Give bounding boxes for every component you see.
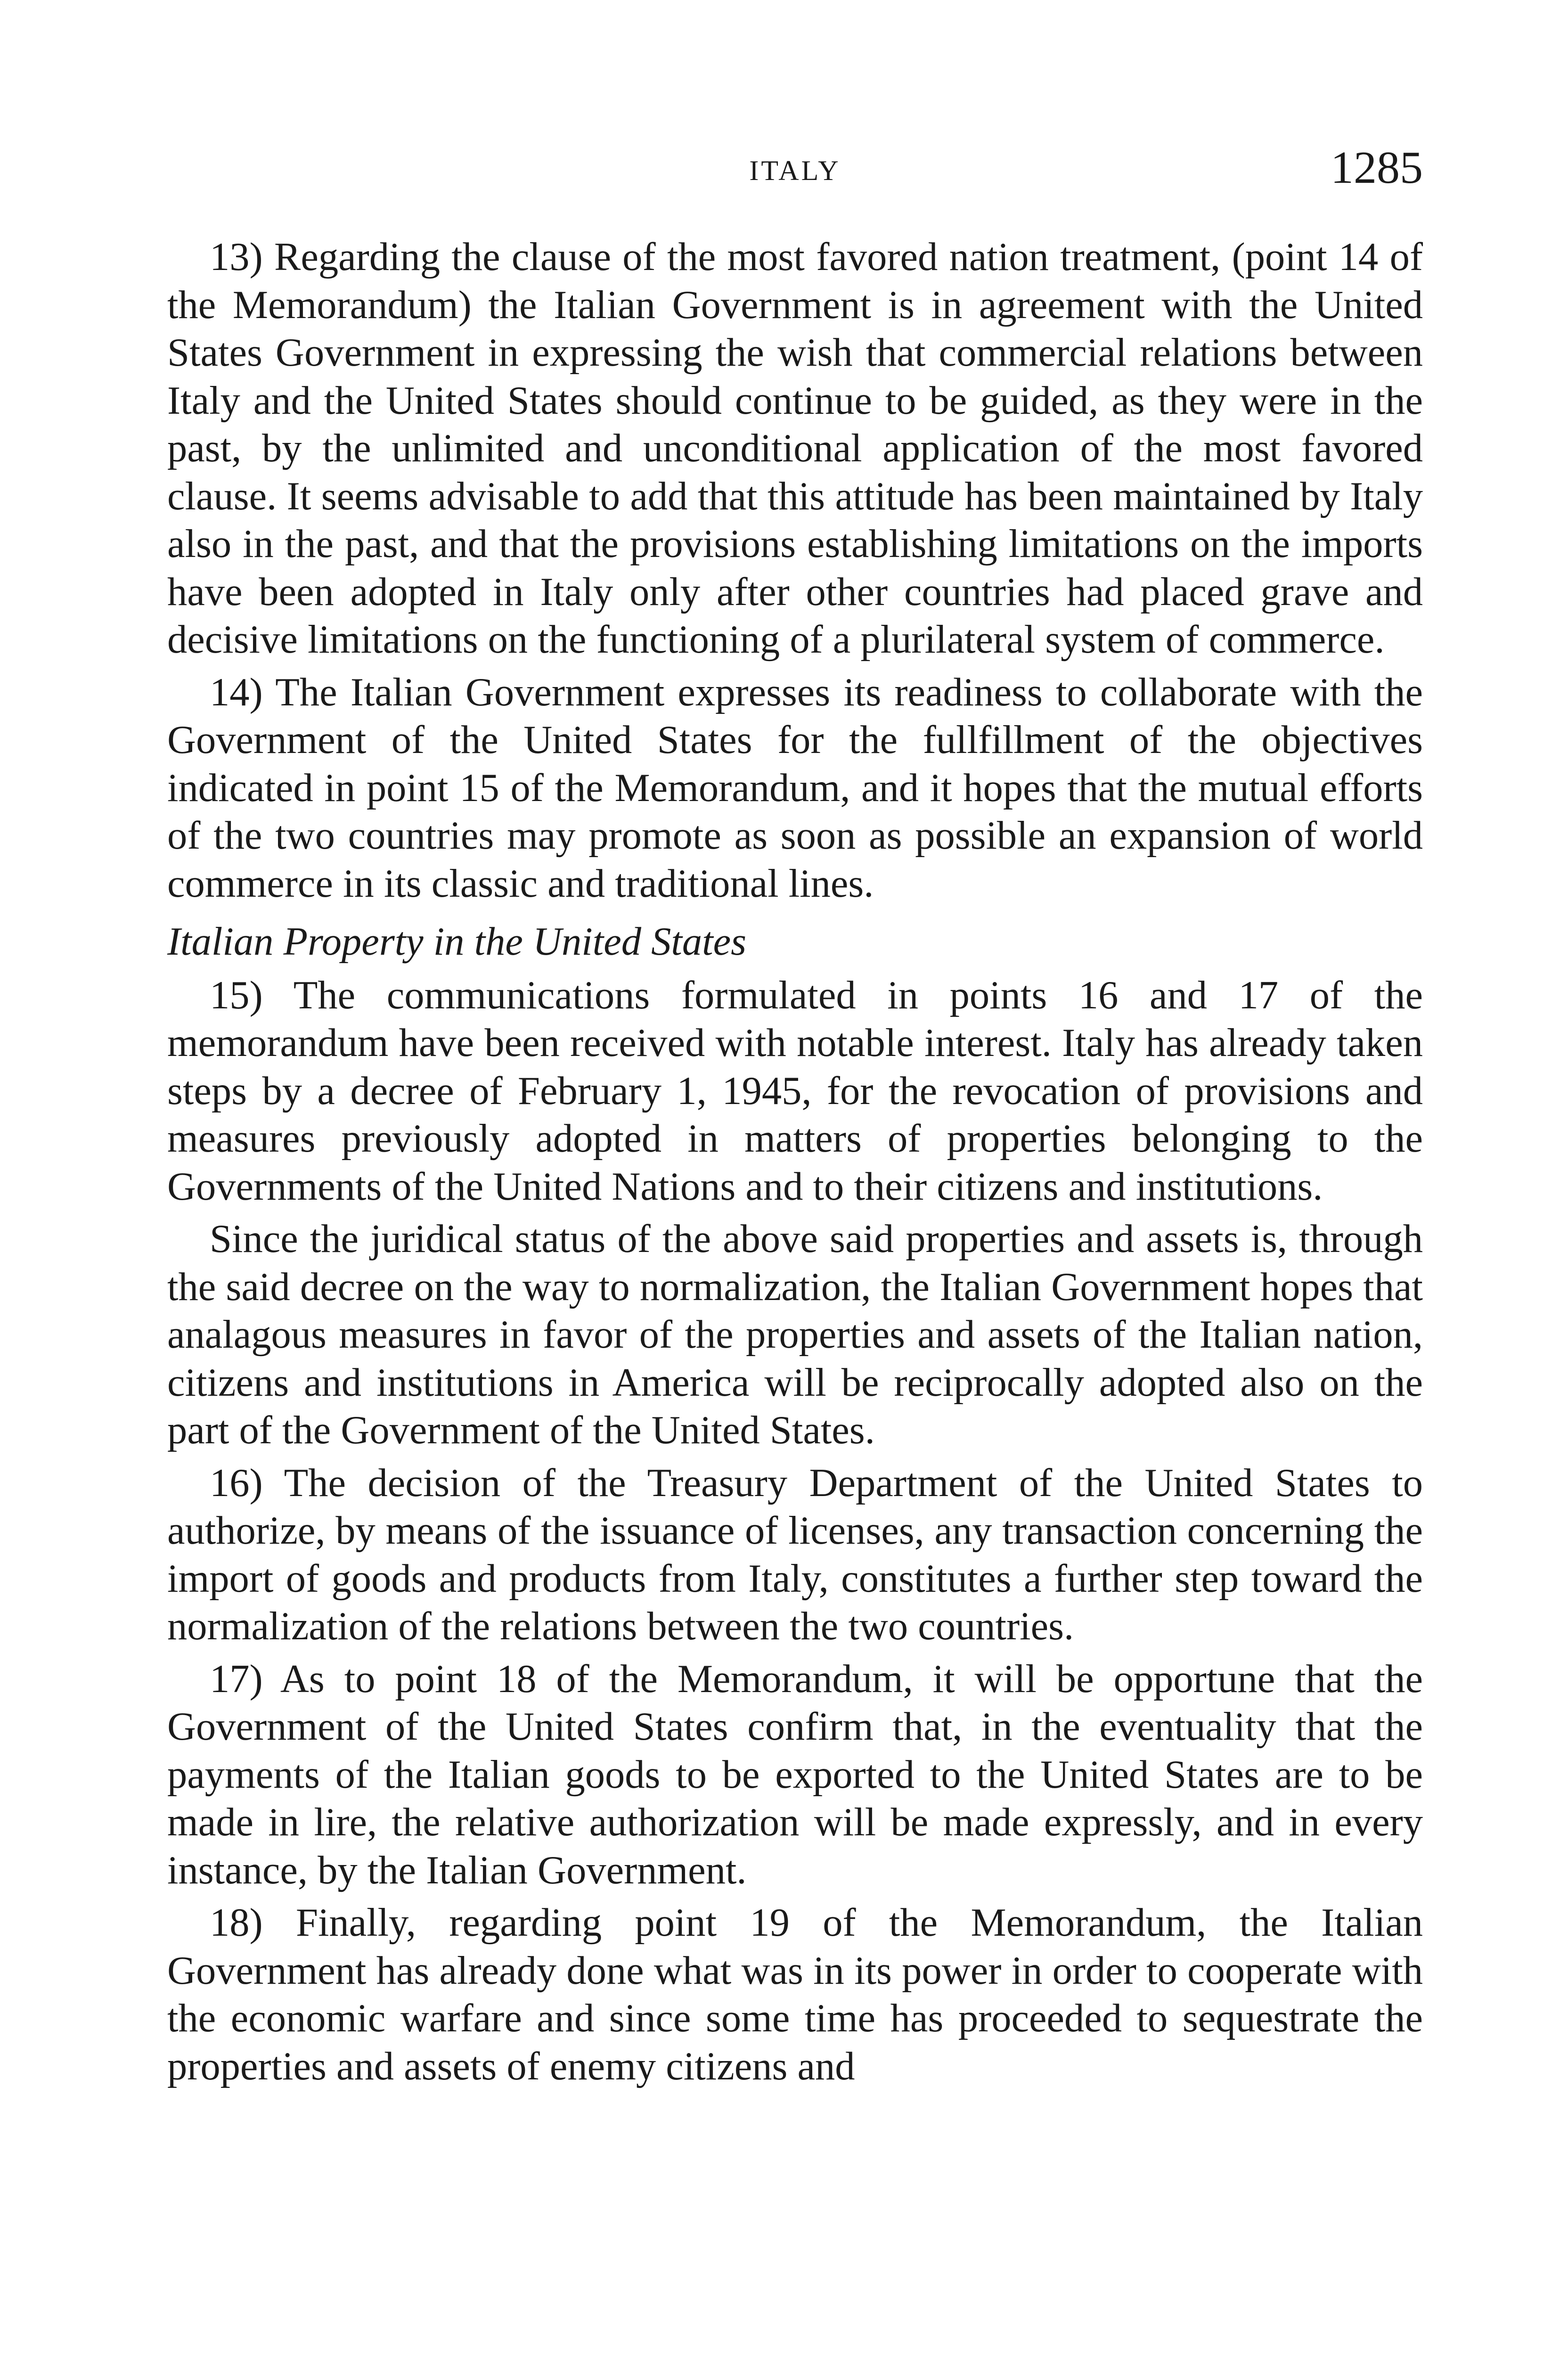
paragraph-14: 14) The Italian Government expresses its readiness to collaborate with the Government of the United States for the fullfillment of the objectives indicated in point 15 of the Memorandum, and it hopes that the mutual efforts of the two countries may promote as soon as possible an expansion of world commerce in its classic and traditional lines.: [167, 670, 1423, 906]
paragraph-15: 15) The communications formulated in points 16 and 17 of the memorandum have been received with notable interest. Italy has already taken steps by a decree of February 1, 1945, for the revocation of provisions and measures previously adopted in matters of properties belonging to the Governments of the United Nations and to their citizens and institutions.: [167, 973, 1423, 1209]
paragraph-15-continued: Since the juridical status of the above said properties and assets is, through the said decree on the way to normalization, the Italian Government hopes that analagous measures in favor of the properties and assets of the Italian nation, citizens and institutions in America will be reciprocally adopted also on the part of the Government of the United States.: [167, 1217, 1423, 1452]
paragraph-13: 13) Regarding the clause of the most favored nation treatment, (point 14 of the Memorandum) the Italian Government is in agreement with the United States Government in expressing the wish that commercial relations between Italy and the United States should continue to be guided, as they were in the past, by the unlimited and unconditional application of the most favored clause. It seems advisable to add that this attitude has been maintained by Italy also in the past, and that the provisions establishing limitations on the imports have been adopted in Italy only after other countries had placed grave and decisive limitations on the functioning of a plurilateral system of commerce.: [167, 235, 1423, 662]
running-head: [167, 141, 1423, 193]
paragraph-16: 16) The decision of the Treasury Department of the United States to authorize, by means of the issuance of licenses, any transaction concerning the import of goods and products from Italy, constitutes a further step toward the normalization of the relations between the two countries.: [167, 1461, 1423, 1648]
page-number: 1285: [1331, 142, 1423, 193]
paragraph-18: 18) Finally, regarding point 19 of the Memorandum, the Italian Government has already done what was in its power in order to cooperate with the economic warfare and since some time has proceeded to sequestrate the properties and assets of enemy citizens and: [167, 1901, 1423, 2088]
section-heading-italian-property: Italian Property in the United States: [167, 920, 746, 964]
running-head-title: ITALY: [749, 155, 841, 186]
body-text: [167, 233, 1423, 2095]
paragraph-17: 17) As to point 18 of the Memorandum, it will be opportune that the Government of the United States confirm that, in the eventuality that the payments of the Italian goods to be exported to the United States are to be made in lire, the relative authorization will be made expressly, and in every instance, by the Italian Government.: [167, 1657, 1423, 1892]
